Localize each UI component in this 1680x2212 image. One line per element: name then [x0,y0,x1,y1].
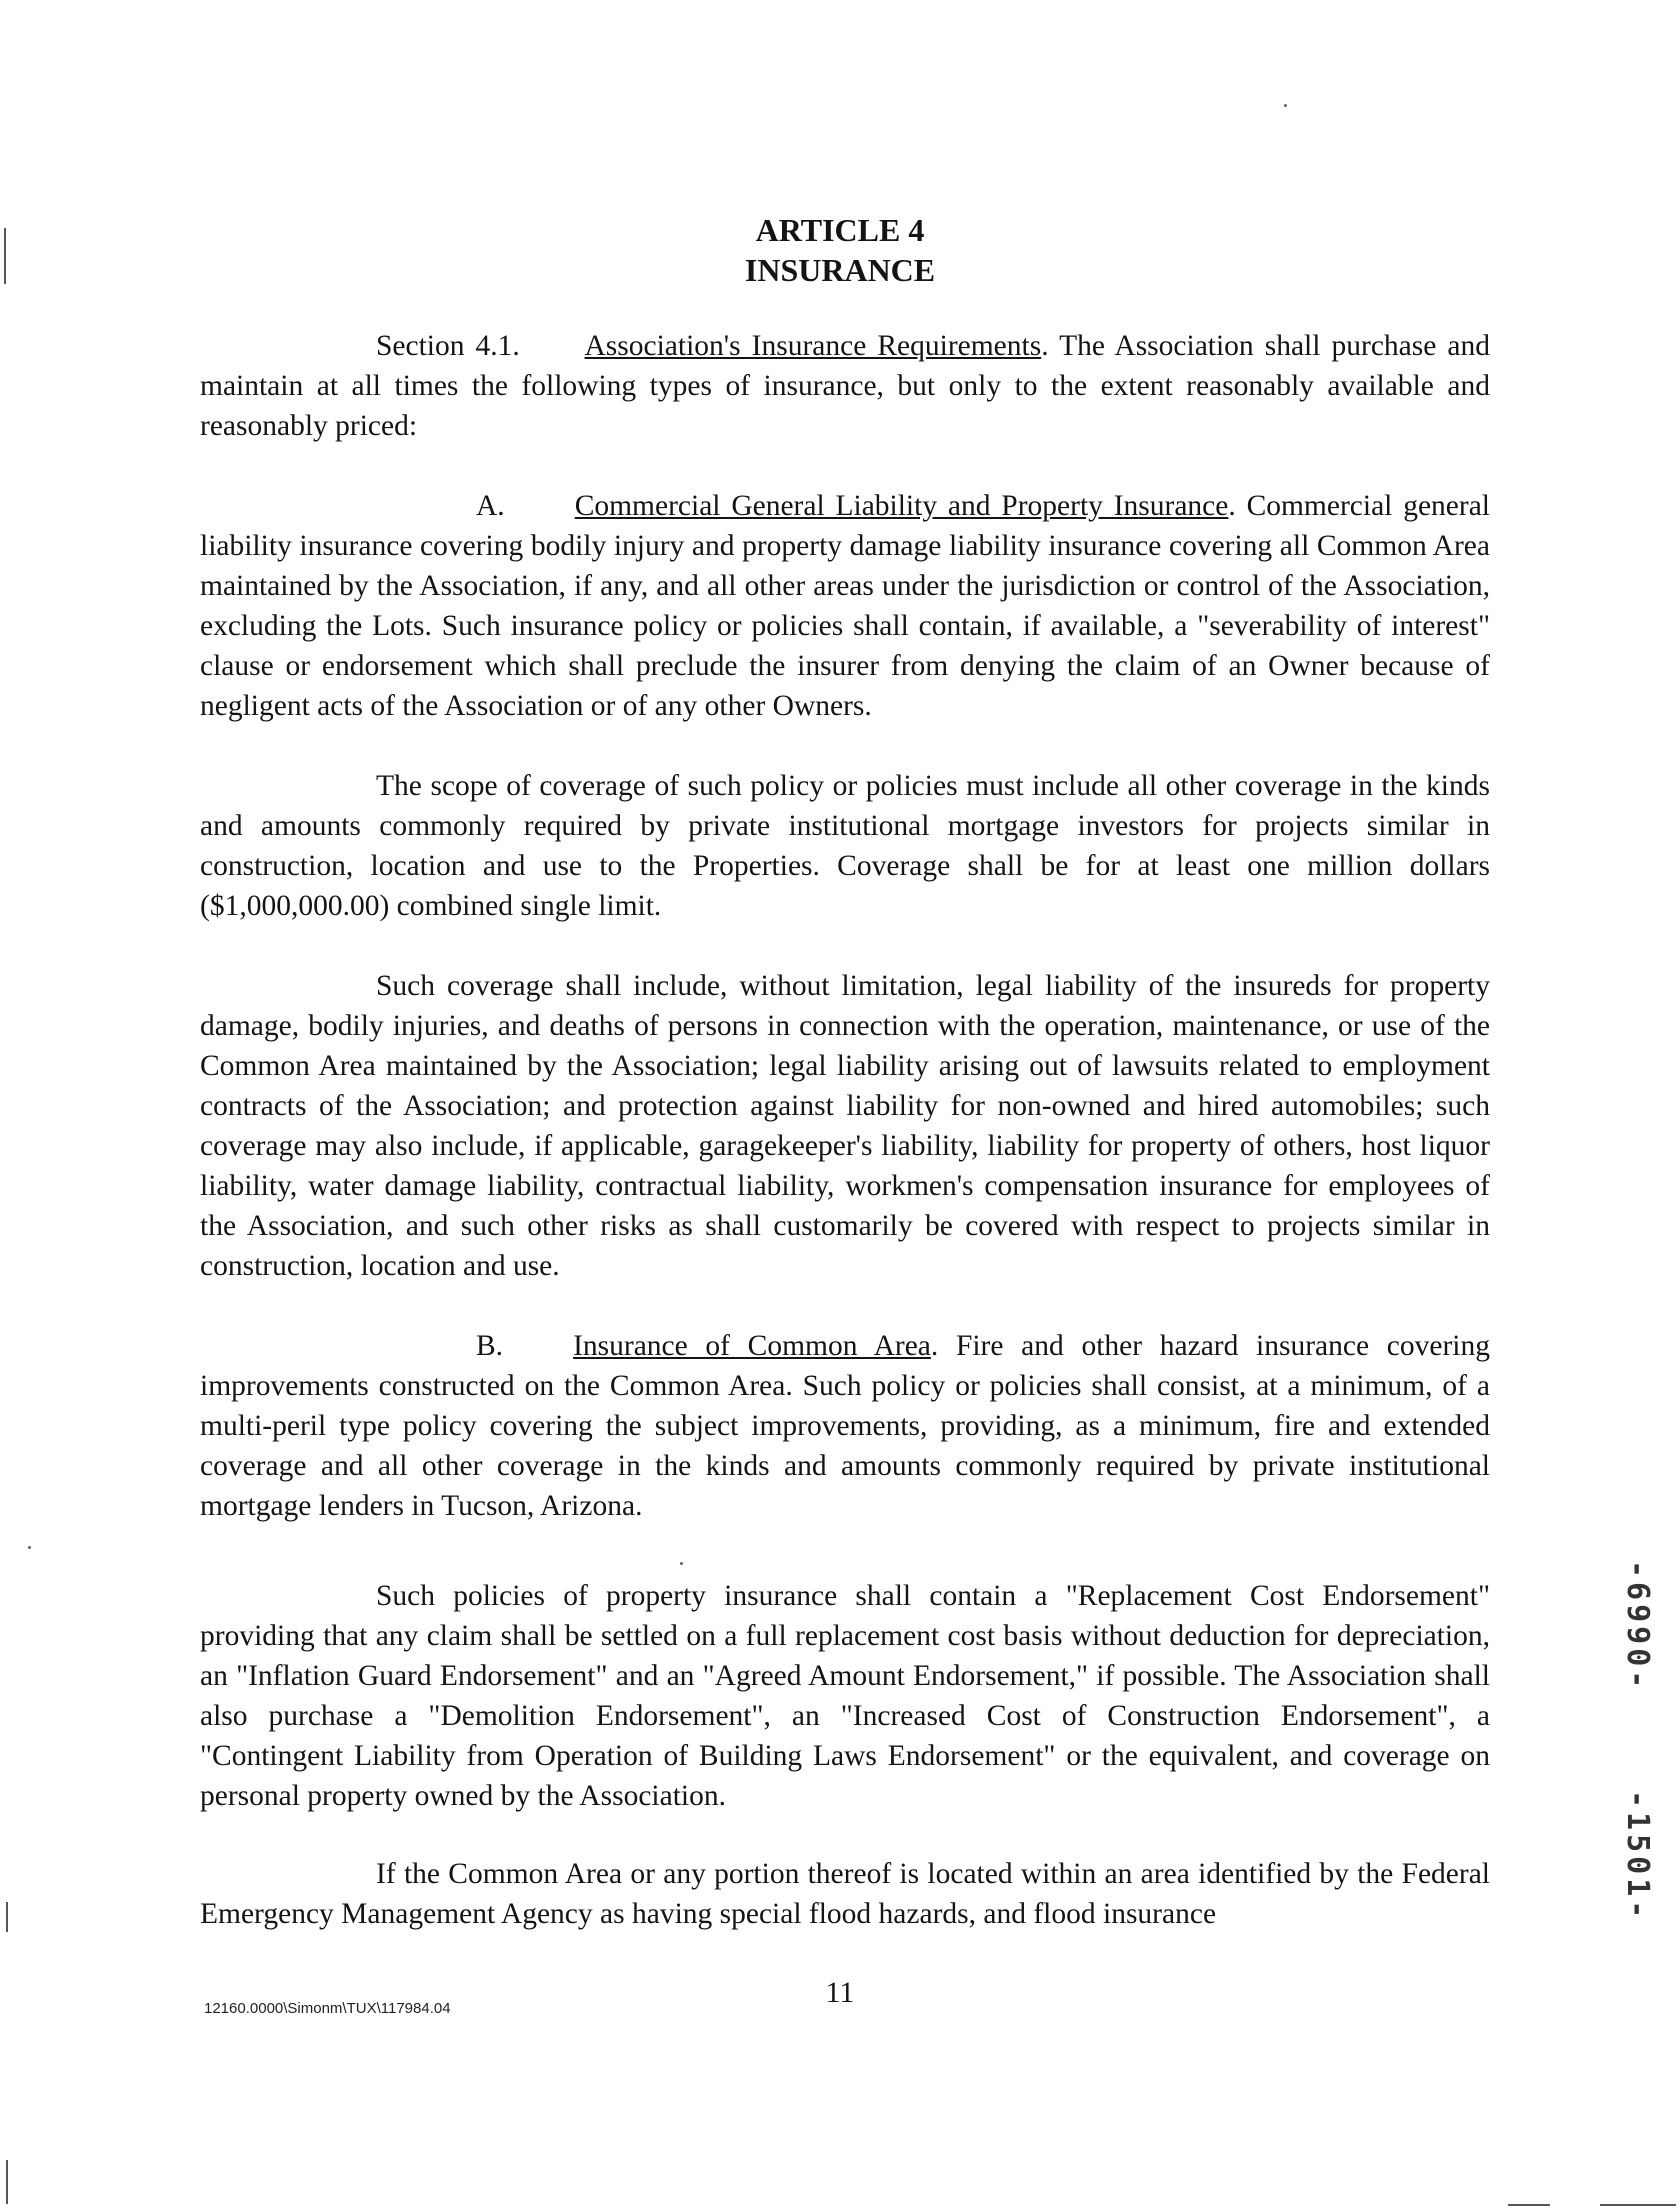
scan-speck [680,1562,683,1565]
property-text: Such policies of property insurance shall contain a "Replacement Cost Endorsement" providing that any claim shall be settled on a full replacement cost basis without deduction for depreciation, an "Inflation Guard Endorsement" and an "Agreed Amount Endorsement," if possible. The Association shall also purchase a "Demolition Endorsement", an "Increased Cost of Construction Endorsement", a "Contingent Liability from Operation of Building Laws Endorsement" or the equivalent, and coverage on personal property owned by the Association. [200,1580,1490,1812]
scan-speck [1284,104,1287,107]
subsection-b-heading: Insurance of Common Area [573,1330,931,1362]
section-4-1-paragraph [200,326,1490,446]
recording-stamp-top: -6990- [1620,1560,1655,1693]
flood-paragraph [200,1854,1490,1934]
subsection-a-paragraph [200,486,1490,726]
page-number: 11 [825,1976,855,2009]
subsection-b-paragraph [200,1326,1490,1526]
property-paragraph [200,1576,1490,1816]
scope-paragraph [200,766,1490,926]
scope-text: The scope of coverage of such policy or policies must include all other coverage in the kinds and amounts commonly required by private institutional mortgage investors for projects similar in construction, location and use to the Properties. Coverage shall be for at least one million dollars ($1,000,000.00) combined single limit. [200,770,1490,922]
scan-mark [1508,2204,1550,2206]
scan-mark [6,1902,8,1932]
document-code: 12160.0000\Simonm\TUX\117984.04 [204,2000,451,2017]
section-text: . The Association shall purchase and maintain at all times the following types of insurance, but only to the extent reasonably available and reasonably priced: [200,330,1490,442]
coverage-paragraph [200,966,1490,1286]
article-title: INSURANCE [744,252,936,288]
subsection-b-text: . Fire and other hazard insurance covering improvements constructed on the Common Area. Such policy or policies shall consist, at a minimum, of a multi-peril type policy covering the subject improvements, providing, as a minimum, fire and extended coverage and all other coverage in the kinds and amounts commonly required by private institutional mortgage lenders in Tucson, Arizona. [200,1330,1490,1522]
section-heading: Association's Insurance Requirements [584,330,1042,362]
coverage-text: Such coverage shall include, without limitation, legal liability of the insureds for property damage, bodily injuries, and deaths of persons in connection with the operation, maintenance, or use of the Common Area maintained by the Association; legal liability arising out of lawsuits related to employment contracts of the Association; and protection against liability for non-owned and hired automobiles; such coverage may also include, if applicable, garagekeeper's liability, liability for property of others, host liquor liability, water damage liability, contractual liability, workmen's compensation insurance for employees of the Association, and such other risks as shall customarily be covered with respect to projects similar in construction, location and use. [200,970,1490,1282]
scan-mark [1600,2204,1676,2206]
subsection-a-text: . Commercial general liability insurance covering bodily injury and property damage liability insurance covering all Common Area maintained by the Association, if any, and all other areas under the jurisdiction or control of the Association, excluding the Lots. Such insurance policy or policies shall contain, if available, a "severability of interest" clause or endorsement which shall preclude the insurer from denying the claim of an Owner because of negligent acts of the Association or of any other Owners. [200,490,1490,722]
scan-speck [28,1546,31,1549]
section-number: Section 4.1. [376,330,520,362]
article-number: ARTICLE 4 [755,212,925,248]
subsection-b-label: B. [476,1330,504,1362]
subsection-a-heading: Commercial General Liability and Property Insurance [574,490,1229,522]
recording-stamp-bottom: -1501- [1620,1790,1655,1923]
scan-mark [4,228,6,284]
flood-text: If the Common Area or any portion thereof is located within an area identified by the Federal Emergency Management Agency as having special flood hazards, and flood insurance [200,1858,1490,1930]
scan-mark [6,2160,8,2204]
subsection-a-label: A. [476,490,505,522]
